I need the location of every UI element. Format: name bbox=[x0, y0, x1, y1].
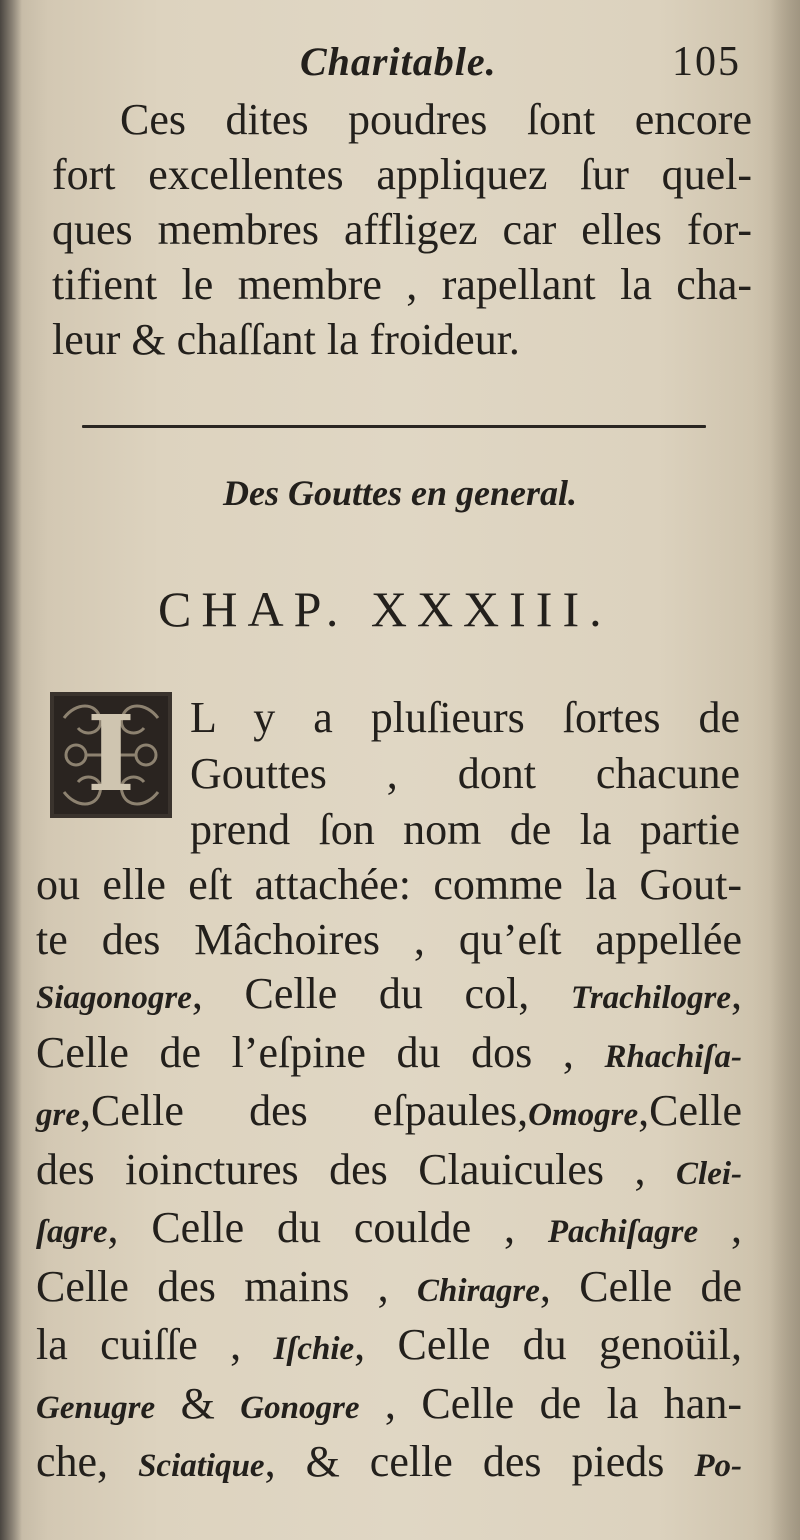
term-italic: Omogre bbox=[528, 1097, 639, 1133]
text-span: ,Celle bbox=[638, 1086, 742, 1135]
page-number: 105 bbox=[672, 39, 741, 85]
text-span: , bbox=[731, 969, 742, 1018]
text-span: ,Celle des eſpaules, bbox=[80, 1086, 529, 1135]
text-span: , Celle de la han- bbox=[359, 1378, 742, 1428]
text-line bbox=[36, 967, 742, 1026]
text-span: , Celle du genoüil, bbox=[354, 1320, 742, 1369]
text-line: leur & chaſſant la froideur. bbox=[52, 315, 520, 364]
text-span: , bbox=[698, 1203, 742, 1252]
text-line bbox=[36, 1435, 742, 1494]
running-head: Charitable. bbox=[300, 39, 497, 84]
text-line bbox=[36, 1377, 742, 1436]
text-span: , Celle du coulde , bbox=[107, 1203, 548, 1252]
paragraph-continuation bbox=[52, 92, 752, 367]
term-italic: gre bbox=[36, 1097, 80, 1133]
text-span: che, bbox=[36, 1437, 139, 1486]
drop-cap-letter: I bbox=[86, 692, 136, 815]
term-italic: Gonogre bbox=[240, 1389, 360, 1426]
text-line bbox=[36, 1318, 742, 1377]
term-italic: Siagonogre bbox=[36, 980, 192, 1016]
term-italic: Chiragre bbox=[417, 1272, 540, 1309]
text-line: fort excellentes appliquez ſur quel- bbox=[52, 150, 752, 199]
text-line bbox=[36, 1260, 742, 1319]
text-line bbox=[36, 1201, 742, 1260]
text-line: L y a pluſieurs ſortes de bbox=[190, 693, 740, 742]
text-span: , & celle des pieds bbox=[264, 1437, 695, 1486]
text-span: des ioinctures des Clauicules , bbox=[36, 1144, 677, 1194]
term-italic: Sciatique bbox=[138, 1448, 265, 1484]
text-line: prend ſon nom de la partie bbox=[190, 805, 740, 854]
ornamental-drop-cap bbox=[50, 692, 172, 818]
text-line: Gouttes , dont chacune bbox=[190, 749, 740, 798]
text-line: ou elle eſt attachée: comme la Gout- bbox=[36, 860, 742, 909]
term-italic: Pachiſagre bbox=[547, 1214, 699, 1250]
text-line bbox=[36, 1143, 742, 1202]
text-line: Ces dites poudres ſont encore bbox=[120, 95, 752, 144]
section-title: Des Gouttes en general. bbox=[223, 473, 577, 513]
text-line: te des Mâchoires , qu’eſt appellée bbox=[36, 914, 742, 964]
term-italic: Rhachiſa- bbox=[604, 1038, 742, 1075]
text-line: ques membres affligez car elles for- bbox=[52, 205, 752, 254]
text-line: tifient le membre , rapellant la cha- bbox=[52, 260, 752, 309]
chapter-opening-lines bbox=[190, 690, 740, 858]
term-italic: Genugre bbox=[36, 1389, 156, 1426]
text-line bbox=[36, 1026, 742, 1085]
text-span: & bbox=[155, 1378, 241, 1428]
text-line bbox=[36, 1084, 742, 1143]
text-span: Celle des mains , bbox=[36, 1261, 418, 1311]
chapter-heading: CHAP. XXXIII. bbox=[158, 581, 612, 637]
term-italic: Trachilogre bbox=[570, 980, 731, 1016]
text-span: , Celle de bbox=[539, 1261, 742, 1311]
section-divider bbox=[82, 425, 706, 428]
text-span: , Celle du col, bbox=[191, 969, 571, 1018]
term-italic: Po- bbox=[694, 1448, 742, 1484]
term-italic: Iſchie bbox=[273, 1331, 355, 1367]
text-span: Celle de l’eſpine du dos , bbox=[36, 1027, 605, 1077]
term-italic: Clei- bbox=[676, 1155, 742, 1192]
term-italic: ſagre bbox=[36, 1214, 108, 1250]
chapter-body bbox=[36, 858, 742, 1494]
text-span: la cuiſſe , bbox=[36, 1320, 274, 1369]
